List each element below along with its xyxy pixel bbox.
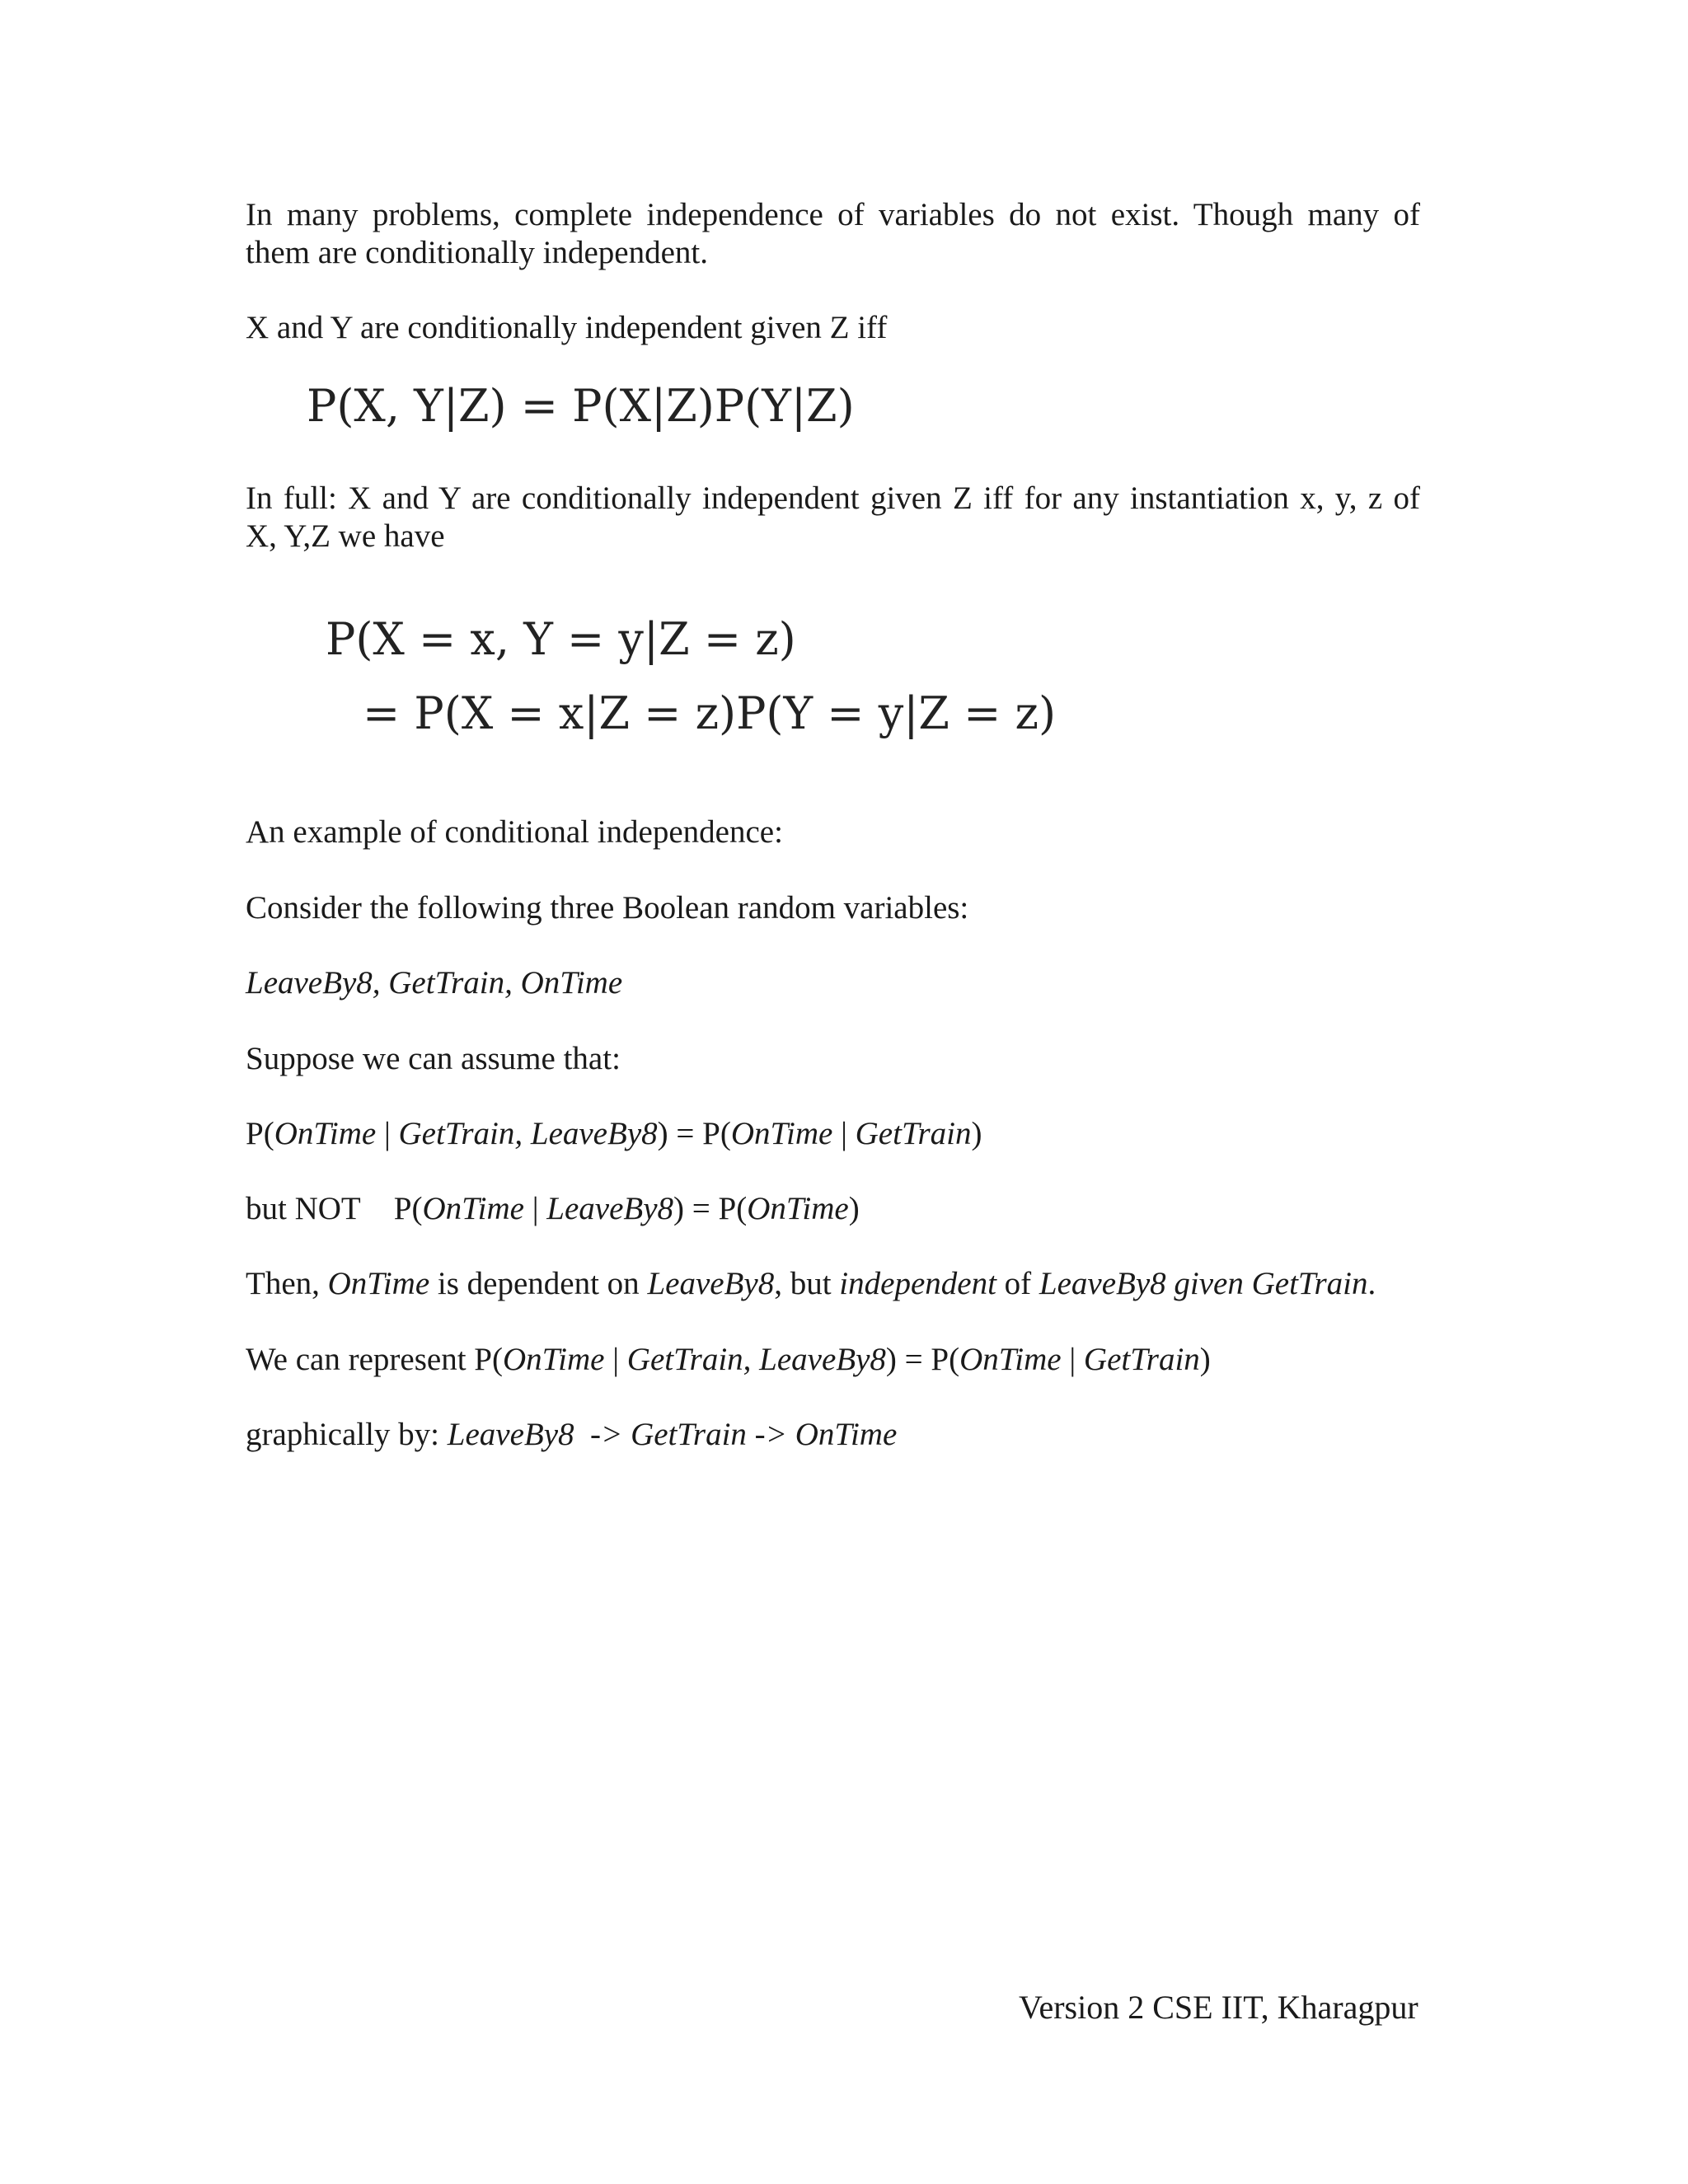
paragraph-line: In full: X and Y are conditionally independent given Z iff for any instantiation x, y, z of [246, 480, 1420, 516]
text: | [1061, 1342, 1084, 1377]
paragraph-line: In many problems, complete independence of variables do not exist. Though many of [246, 197, 1420, 232]
text: of [996, 1266, 1039, 1301]
graphical-representation [246, 1416, 897, 1454]
text: ) = P( [657, 1116, 731, 1151]
representation-paragraph [246, 1341, 1211, 1379]
text: ) [1199, 1342, 1211, 1377]
text: . [1367, 1266, 1376, 1301]
conclusion-paragraph [246, 1265, 1376, 1303]
negation-equation [246, 1190, 860, 1228]
text: | [604, 1342, 627, 1377]
text: but NOT [246, 1191, 361, 1226]
text: | [832, 1116, 856, 1151]
text-italic: OnTime [502, 1342, 605, 1377]
equation-instantiated-line1: P(X = x, Y = y|Z = z) [326, 613, 796, 665]
text: ) [971, 1116, 982, 1151]
text-italic: LeaveBy8 given GetTrain [1039, 1266, 1368, 1301]
text-italic: GetTrain, LeaveBy8 [398, 1116, 658, 1151]
text: | [523, 1191, 547, 1226]
paragraph: An example of conditional independence: [246, 814, 783, 850]
assumption-equation [246, 1115, 982, 1153]
text-italic: OnTime [327, 1266, 430, 1301]
text: ) = P( [885, 1342, 960, 1377]
text: | [376, 1116, 399, 1151]
text-italic: GetTrain, LeaveBy8 [626, 1342, 886, 1377]
text: P( [246, 1116, 274, 1151]
text: ) = P( [673, 1191, 748, 1226]
chain-italic: LeaveBy8 -> GetTrain -> OnTime [447, 1417, 898, 1452]
text: , but [774, 1266, 840, 1301]
text-italic: OnTime [274, 1116, 377, 1151]
equation-instantiated-line2: = P(X = x|Z = z)P(Y = y|Z = z) [363, 687, 1057, 739]
text-italic: OnTime [747, 1191, 849, 1226]
page-footer: Version 2 CSE IIT, Kharagpur [1019, 1989, 1418, 2026]
text-italic: GetTrain [1083, 1342, 1200, 1377]
text-italic: LeaveBy8 [546, 1191, 674, 1226]
equation-conditional-independence: P(X, Y|Z) = P(X|Z)P(Y|Z) [307, 380, 855, 432]
text-italic: independent [839, 1266, 996, 1301]
text-italic: GetTrain [855, 1116, 972, 1151]
paragraph: X and Y are conditionally independent given Z iff [246, 310, 888, 345]
text: We can represent P( [246, 1342, 503, 1377]
text-italic: LeaveBy8 [647, 1266, 775, 1301]
text-italic: OnTime [730, 1116, 833, 1151]
text: P( [393, 1191, 423, 1226]
variable-list [246, 964, 622, 1002]
variables-italic: LeaveBy8, GetTrain, OnTime [246, 965, 623, 1001]
text: Then, [246, 1266, 328, 1301]
text: is dependent on [429, 1266, 648, 1301]
paragraph: Suppose we can assume that: [246, 1041, 621, 1076]
text: ) [848, 1191, 860, 1226]
text-italic: OnTime [959, 1342, 1062, 1377]
paragraph: Consider the following three Boolean random variables: [246, 890, 969, 926]
paragraph-line: X, Y,Z we have [246, 518, 445, 554]
text: graphically by: [246, 1417, 448, 1452]
text-italic: OnTime [422, 1191, 524, 1226]
paragraph-line: them are conditionally independent. [246, 235, 708, 270]
